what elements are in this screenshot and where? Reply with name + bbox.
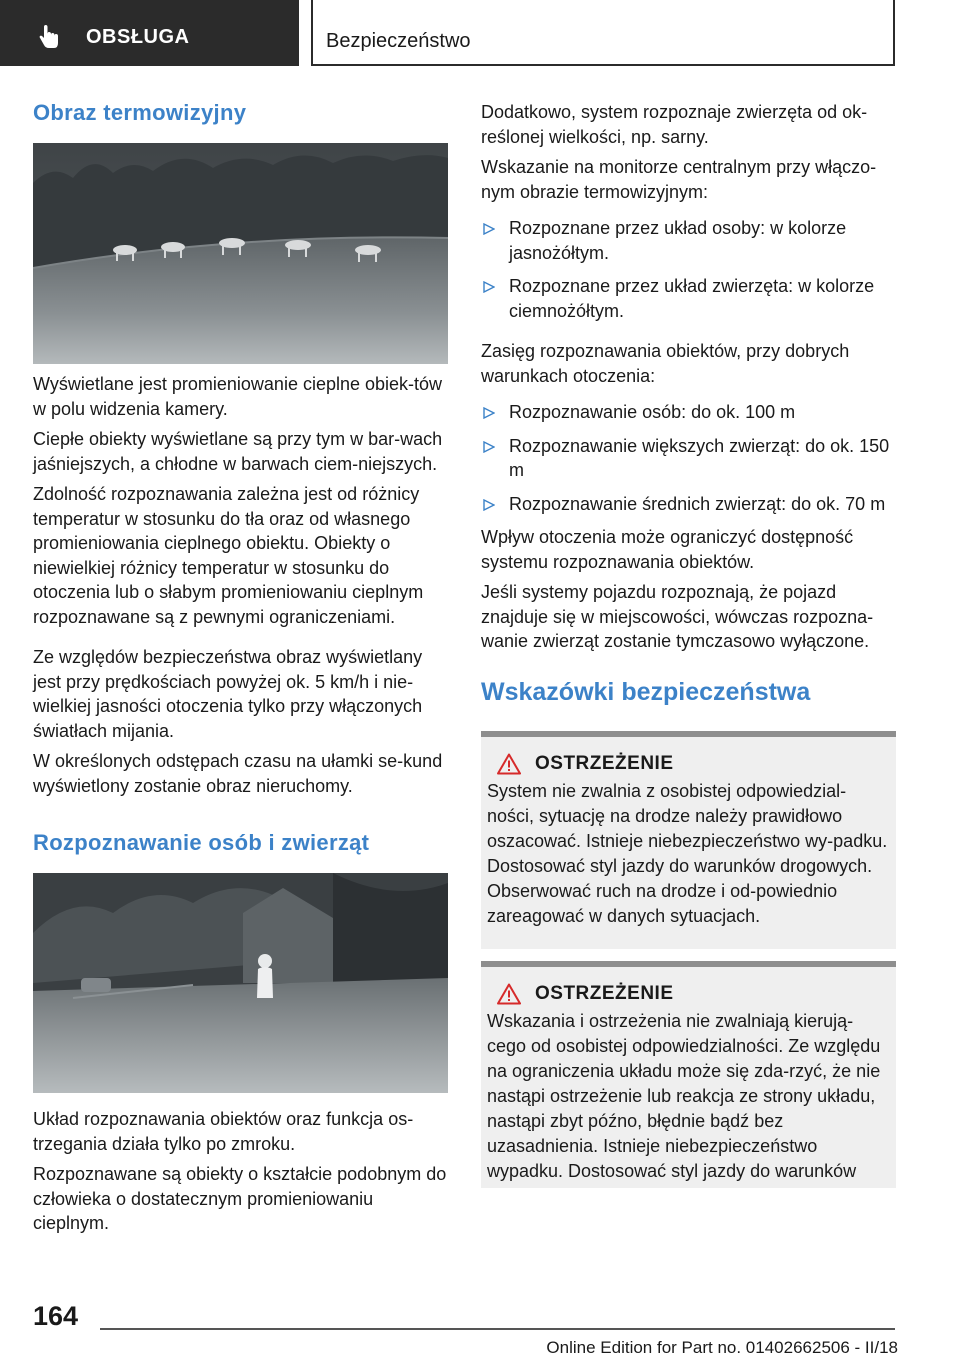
warning-triangle-icon [497,753,521,775]
range-list [481,400,896,516]
bullet-triangle-icon [483,223,495,235]
list-item: Rozpoznawanie średnich zwierząt: do ok. 70 m [481,492,896,517]
paragraph: Dodatkowo, system rozpoznaje zwierzęta od ok-reślonej wielkości, np. sarny. [481,102,868,147]
list-item: Rozpoznawanie większych zwierząt: do ok. 150 m [481,434,896,483]
list-item: Rozpoznawanie osób: do ok. 100 m [481,400,896,425]
list-item: Rozpoznane przez układ zwierzęta: w kolorze ciemnożółtym. [481,274,896,323]
warning-title: OSTRZEŻENIE [535,982,674,1004]
bullet-triangle-icon [483,407,495,419]
paragraph: Ze względów bezpieczeństwa obraz wyświetlany jest przy prędkościach powyżej ok. 5 km/h i nie-wielkiej jasności otoczenia tylko przy włączonych światłach mijania. [33,647,423,741]
heading-detection: Rozpoznawanie osób i zwierząt [33,830,370,855]
paragraph: Ciepłe obiekty wyświetlane są przy tym w bar-wach jaśniejszych, a chłodne w barwach ciem-niejszych. [33,429,443,474]
chapter-tab [0,0,299,66]
heading-safety-notes: Wskazówki bezpieczeństwa [481,677,811,706]
paragraph: Układ rozpoznawania obiektów oraz funkcja os-trzegania działa tylko po zmroku. [33,1109,414,1154]
display-colors-list [481,216,896,323]
warning-text: Wskazania i ostrzeżenia nie zwalniają kierują-cego od osobistej odpowiedzialności. Ze względu na ograniczenia układu może się zda-rzyć, że nie nastąpi ostrzeżenie lub reakcja ze strony układu, nastąpi zbyt późno, błędnie bądź bez uzasadnienia. Istnieje niebezpieczeństwo wypadku. Dostosować styl jazdy do warunków [487,1010,881,1181]
header-divider [893,0,895,66]
hand-pointer-icon [36,24,62,50]
header-divider [311,64,895,66]
warning-box [481,731,896,949]
paragraph: Zasięg rozpoznawania obiektów, przy dobrych warunkach otoczenia: [481,341,850,386]
heading-thermal-image: Obraz termowizyjny [33,100,247,125]
header-divider [311,0,313,66]
edition-note: Online Edition for Part no. 01402662506 - II/18 [546,1338,898,1357]
paragraph: Wpływ otoczenia może ograniczyć dostępność systemu rozpoznawania obiektów. [481,527,854,572]
bullet-triangle-icon [483,499,495,511]
bullet-triangle-icon [483,441,495,453]
page-number: 164 [33,1301,79,1331]
warning-box [481,961,896,1188]
footer-divider [100,1328,895,1330]
right-column [481,100,896,1188]
section-title: Bezpieczeństwo [326,30,471,52]
paragraph: Wyświetlane jest promieniowanie cieplne obiek-tów w polu widzenia kamery. [33,374,443,419]
paragraph: Wskazanie na monitorze centralnym przy włączo-nym obrazie termowizyjnym: [481,157,877,202]
page-header [0,0,960,66]
thermal-image-animals [33,143,448,364]
thermal-image-pedestrian [33,873,448,1093]
paragraph: Zdolność rozpoznawania zależna jest od różnicy temperatur w stosunku do tła oraz od własnego promieniowania cieplnego obiektu. Obiekty o niewielkiej różnicy temperatur w stosunku do otoczenia lub o słabym promieniowaniu cieplnym rozpoznawane są z pewnymi ograniczeniami. [33,484,424,627]
list-item: Rozpoznane przez układ osoby: w kolorze jasnożółtym. [481,216,896,265]
bullet-triangle-icon [483,281,495,293]
chapter-label: OBSŁUGA [86,26,190,48]
warning-triangle-icon [497,983,521,1005]
paragraph: Jeśli systemy pojazdu rozpoznają, że pojazd znajduje się w miejscowości, wówczas rozpozna-wanie zwierząt zostanie tymczasowo wyłączone. [481,582,874,651]
warning-text: System nie zwalnia z osobistej odpowiedzial-ności, sytuację na drodze należy prawidłowo oszacować. Istnieje niebezpieczeństwo wy-padku. Dostosować styl jazdy do warunków drogowych. Obserwować ruch na drodze i od-powiednio zareagować w danych sytuacjach. [487,780,888,926]
left-column [33,100,448,1236]
paragraph: Rozpoznawane są obiekty o kształcie podobnym do człowieka o dostatecznym promieniowaniu cieplnym. [33,1164,447,1233]
warning-title: OSTRZEŻENIE [535,752,674,774]
paragraph: W określonych odstępach czasu na ułamki se-kund wyświetlony zostanie obraz nieruchomy. [33,751,443,796]
